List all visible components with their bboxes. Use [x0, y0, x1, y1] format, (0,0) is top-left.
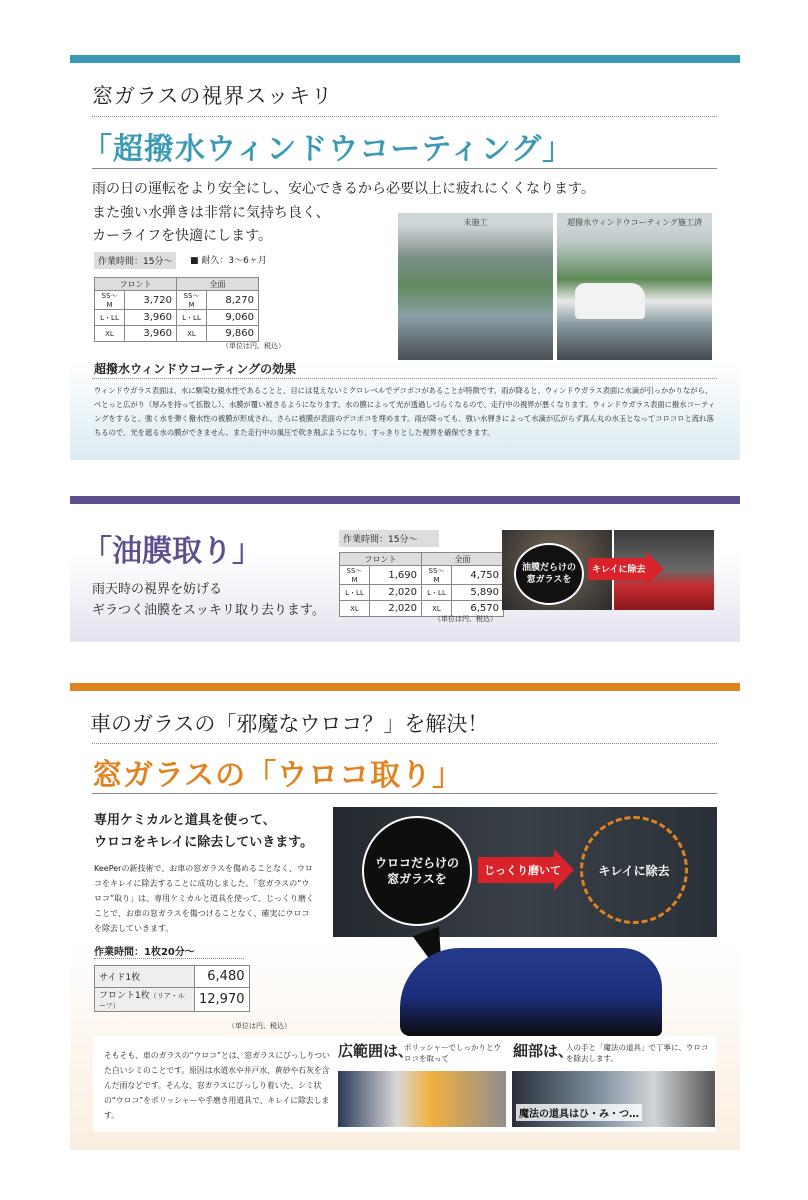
section3-price-table [94, 965, 250, 1012]
magic-tool-photo [512, 1071, 715, 1127]
detail-text: 人の手と「魔法の道具」で丁寧に、ウロコを除去します。 [566, 1043, 709, 1063]
oil-film-bubble-text: 油膜だらけの窓ガラスを [521, 563, 576, 585]
size: XL [177, 326, 207, 342]
section1-lead2: また強い水弾きは非常に気持ち良く、 [92, 205, 330, 221]
price-label [95, 988, 195, 1012]
section3-top-bar [70, 683, 740, 691]
size: XL [95, 326, 125, 342]
section2-time: 作業時間：15分～ [339, 530, 439, 547]
price: 2,020 [370, 585, 422, 601]
section1-durability: ■ 耐久：3～6ヶ月 [190, 256, 267, 266]
section3-heading: 車のガラスの「邪魔なウロコ？」を解決！ [90, 712, 489, 736]
magic-tool-caption: 魔法の道具はひ・み・つ… [516, 1104, 642, 1121]
effect-dotted-rule [92, 378, 717, 379]
price: 5,890 [452, 585, 504, 601]
col-front: フロント [340, 553, 422, 566]
detail-title: 細部は、 [513, 1042, 574, 1060]
col-all: 全面 [422, 553, 504, 566]
polisher-photo [338, 1071, 506, 1127]
section2-title: 「油膜取り」 [82, 534, 262, 569]
section3-unit-note: （単位は円、税込） [228, 1022, 291, 1030]
section3-time-rule [94, 958, 244, 959]
scale-arrow-text: じっくり磨いて [484, 864, 561, 877]
price: 6,570 [452, 601, 504, 617]
price: 3,960 [125, 310, 177, 326]
price: 3,720 [125, 291, 177, 310]
section1-lead3: カーライフを快適にします。 [92, 228, 273, 244]
size: SS～M [177, 291, 207, 310]
section1-title: 「超撥水ウィンドウコーティング」 [82, 132, 574, 167]
section3-time: 作業時間：1枚20分～ [94, 947, 195, 958]
wide-text: ポリッシャーでしっかりとウロコを取って [404, 1043, 502, 1063]
price: 1,690 [370, 566, 422, 585]
oil-film-arrow-text: キレイに除去 [592, 565, 646, 575]
price: 6,480 [195, 966, 250, 988]
price: 9,060 [207, 310, 259, 326]
price: 9,860 [207, 326, 259, 342]
price: 12,970 [195, 988, 250, 1012]
section2-unit-note: （単位は円、税込） [434, 615, 497, 623]
size: XL [340, 601, 370, 617]
section3-lead2: ウロコをキレイに除去していきます。 [94, 835, 314, 850]
section2-lead2: ギラつく油膜をスッキリ取り去ります。 [92, 603, 325, 618]
section3-body: KeePerの新技術で、お車の窓ガラスを傷めることなく、ウロコをキレイに除去することに成功しました。「窓ガラスの“ウロコ”取り」は、専用ケミカルと道具を使って、じっくり磨くことで、お車の窓ガラスを傷つけることなく、確実にウロコを除去していきます。 [94, 864, 314, 933]
scale-bubble-right-text: キレイに除去 [598, 863, 670, 878]
oil-film-arrow-head [646, 552, 664, 586]
section1-price-table [94, 277, 259, 342]
scale-bubble-left [362, 816, 472, 926]
col-front: フロント [95, 278, 177, 291]
section1-time: 作業時間：15分～ [94, 252, 176, 269]
scale-about-text: そもそも、車のガラスの“ウロコ”とは、窓ガラスにびっしりついた白いシミのことです。原因は水道水や井戸水、黄砂や石灰を含んだ雨などです。そんな、窓ガラスにびっしり着いた、シミ状の“ウロコ”をポリッシャーや手磨き用道具で、キレイに除去します。 [104, 1051, 330, 1120]
wide-title: 広範囲は、 [338, 1042, 414, 1060]
scale-bubble-left-text: ウロコだらけの窓ガラスを [374, 856, 459, 886]
photo-after [557, 213, 712, 360]
section2-price-table [339, 552, 504, 617]
size: L・LL [177, 310, 207, 326]
white-suv-image [575, 283, 645, 319]
section1-title-rule [92, 168, 717, 169]
photo-before-label: 未施工 [463, 218, 488, 227]
effect-title: 超撥水ウィンドウコーティングの効果 [94, 362, 297, 376]
section3-dotted-rule [92, 743, 717, 744]
price-label-text: フロント1枚 [99, 991, 150, 1001]
photo-before [398, 213, 553, 360]
section1-heading: 窓ガラスの視界スッキリ [92, 84, 334, 108]
section1-top-bar [70, 55, 740, 63]
oil-film-bubble [514, 543, 584, 605]
section1-dotted-rule [92, 116, 717, 117]
size: XL [422, 601, 452, 617]
section3-title-rule [92, 793, 717, 794]
price: 8,270 [207, 291, 259, 310]
size: SS～M [340, 566, 370, 585]
section2-lead1: 雨天時の視界を妨げる [92, 582, 223, 597]
section2-top-bar [70, 496, 740, 504]
price-label-text: サイド1枚 [99, 973, 141, 983]
photo-after-label: 超撥水ウィンドウコーティング施工済 [567, 218, 702, 227]
price: 2,020 [370, 601, 422, 617]
size: L・LL [422, 585, 452, 601]
price-label-sub: （リア・ルーフ） [99, 992, 185, 1010]
size: L・LL [340, 585, 370, 601]
section1-lead1: 雨の日の運転をより安全にし、安心できるから必要以上に疲れにくくなります。 [92, 181, 595, 197]
blue-car-image [400, 948, 662, 1036]
size: SS～M [95, 291, 125, 310]
section3-title: 窓ガラスの「ウロコ取り」 [92, 758, 464, 793]
size: L・LL [95, 310, 125, 326]
effect-text: ウィンドウガラス表面は、水に馴染む親水性であることと、目には見えないミクロレベルでデコボコがあることが特徴です。雨が降ると、ウィンドウガラス表面に水滴が引っかかりながら、べとっと広がり（厚みを持って拡散し）、水膜が覆い被さるようになります。水の膜によって光が透過しづらくなるので、走行中の視界が悪くなります。ウィンドウガラス表面に撥水コーティングをすると、強く水を弾く撥水性の被膜が形成され、さらに被膜が表面のデコボコを埋めます。雨が降っても、強い水弾きによって水滴が広がらず真ん丸の水玉となってコロコロと流れ落ちるので、光を遮る水の膜ができません。また走行中の風圧で吹き飛ぶようになり、すっきりとした視界を確保できます。 [94, 386, 716, 437]
col-all: 全面 [177, 278, 259, 291]
price: 3,960 [125, 326, 177, 342]
size: SS～M [422, 566, 452, 585]
scale-bubble-right [580, 816, 688, 924]
section1-unit-note: （単位は円、税込） [222, 342, 285, 350]
section3-lead1: 専用ケミカルと道具を使って、 [94, 813, 276, 828]
price-label [95, 966, 195, 988]
price: 4,750 [452, 566, 504, 585]
